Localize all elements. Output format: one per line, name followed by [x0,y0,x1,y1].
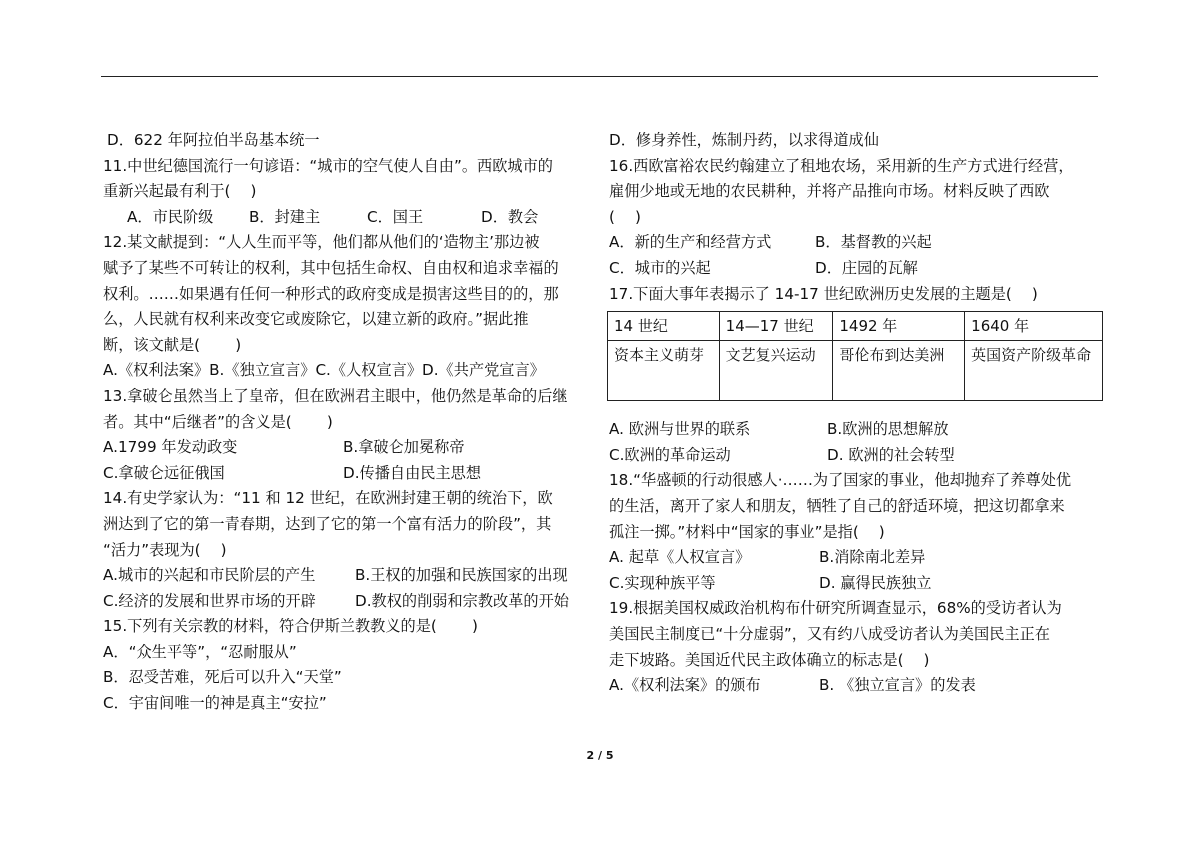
q18-stem-line: 孤注一掷。”材料中“国家的事业”是指( ) [609,522,885,541]
q19-stem-line: 美国民主制度已“十分虚弱”，又有约八成受访者认为美国民主正在 [609,624,1050,643]
q16-options-row [609,230,1105,256]
q15-option-b: B．忍受苦难，死后可以升入“天堂” [103,668,342,687]
q17-option-a: A. 欧洲与世界的联系 [609,420,751,439]
q14-stem-line: 14.有史学家认为：“11 和 12 世纪，在欧洲封建王朝的统治下，欧 [103,489,553,508]
q11-option-d: D．教会 [481,207,539,226]
q12-stem-line: 么，人民就有权利来改变它或废除它，以建立新的政府。”据此推 [103,310,529,329]
q16-stem-line: ( ) [609,207,641,226]
q19-option-a: A.《权利法案》的颁布 [609,676,761,695]
q12-stem-line: 权利。……如果遇有任何一种形式的政府变成是损害这些目的的，那 [103,284,559,303]
q17-options-row [609,417,1105,443]
table-cell: 14 世纪 [608,312,720,341]
q17-stem-line: 17.下面大事年表揭示了 14-17 世纪欧洲历史发展的主题是( ) [609,284,1038,303]
q17-timeline-table [607,311,1103,401]
table-header-row [608,312,1103,341]
q18-option-a: A. 起草《人权宣言》 [609,548,751,567]
q11-stem-line: 11.中世纪德国流行一句谚语：“城市的空气使人自由”。西欧城市的 [103,156,553,175]
right-column [609,128,1105,699]
table-cell: 14—17 世纪 [719,312,833,341]
q12-stem-line: 12.某文献提到：“人人生而平等，他们都从他们的‘造物主’那边被 [103,233,540,252]
table-cell: 英国资产阶级革命 [965,341,1103,401]
q18-option-c: C.实现种族平等 [609,573,716,592]
q13-stem-line: 者。其中“后继者”的含义是( ) [103,412,333,431]
q11-options [103,205,591,231]
q11-option-b: B．封建主 [249,207,321,226]
q16-stem-line: 16.西欧富裕农民约翰建立了租地农场，采用新的生产方式进行经营， [609,156,1074,175]
q19-stem-line: 走下坡路。美国近代民主政体确立的标志是( ) [609,650,930,669]
q12-stem-line: 断，该文献是( ) [103,335,242,354]
q13-option-c: C.拿破仑远征俄国 [103,463,225,482]
q14-option-c: C.经济的发展和世界市场的开辟 [103,591,316,610]
table-cell: 哥伦布到达美洲 [833,341,965,401]
q14-stem-line: 洲达到了它的第一青春期，达到了它的第一个富有活力的阶段”，其 [103,514,552,533]
q14-options-row [103,589,591,615]
q14-option-a: A.城市的兴起和市民阶层的产生 [103,566,316,585]
q14-option-d: D.教权的削弱和宗教改革的开始 [355,591,569,610]
q16-option-a: A．新的生产和经营方式 [609,233,772,252]
q15-option-a: A．“众生平等”，“忍耐服从” [103,642,297,661]
q13-option-a: A.1799 年发动政变 [103,438,238,457]
q11-option-c: C．国王 [367,207,424,226]
q14-option-b: B.王权的加强和民族国家的出现 [355,566,568,585]
table-row [608,341,1103,401]
q17-option-c: C.欧洲的革命运动 [609,445,731,464]
table-cell: 资本主义萌芽 [608,341,720,401]
q12-stem-line: 赋予了某些不可转让的权利，其中包括生命权、自由权和追求幸福的 [103,258,559,277]
table-cell: 1492 年 [833,312,965,341]
left-column [103,128,591,717]
q15-option-c: C．宇宙间唯一的神是真主“安拉” [103,694,327,713]
q15-stem-line: 15.下列有关宗教的材料，符合伊斯兰教教义的是( ) [103,617,478,636]
q13-options-row [103,461,591,487]
q10-option-d: D．622 年阿拉伯半岛基本统一 [107,131,320,149]
table-cell: 文艺复兴运动 [719,341,833,401]
q18-option-d: D. 赢得民族独立 [819,573,932,592]
q13-option-d: D.传播自由民主思想 [343,463,482,482]
q11-stem-line: 重新兴起最有利于( ) [103,182,257,201]
q13-option-b: B.拿破仑加冕称帝 [343,438,465,457]
q18-stem-line: 18.“华盛顿的行动很感人·……为了国家的事业，他却抛弃了养尊处优 [609,471,1072,490]
q18-options-row [609,571,1105,597]
q16-option-b: B．基督教的兴起 [815,233,932,252]
q19-option-b: B. 《独立宣言》的发表 [819,676,976,695]
q13-stem-line: 13.拿破仑虽然当上了皇帝，但在欧洲君主眼中，他仍然是革命的后继 [103,386,568,405]
q17-option-d: D. 欧洲的社会转型 [827,445,955,464]
q18-option-b: B.消除南北差异 [819,548,926,567]
header-rule [101,76,1098,77]
q17-option-b: B.欧洲的思想解放 [827,420,949,439]
q17-options-row [609,443,1105,469]
q16-options-row [609,256,1105,282]
q16-option-c: C．城市的兴起 [609,258,711,277]
q11-option-a: A．市民阶级 [127,207,214,226]
q16-stem-line: 雇佣少地或无地的农民耕种，并将产品推向市场。材料反映了西欧 [609,182,1050,201]
q14-options-row [103,563,591,589]
page-number: 2 / 5 [586,749,614,762]
q15-option-d: D．修身养性，炼制丹药，以求得道成仙 [609,131,879,149]
table-cell: 1640 年 [965,312,1103,341]
q14-stem-line: “活力”表现为( ) [103,540,227,559]
q13-options-row [103,435,591,461]
q12-options: A.《权利法案》B.《独立宣言》C.《人权宣言》D.《共产党宣言》 [103,361,545,380]
q19-options-row [609,673,1105,699]
q18-stem-line: 的生活，离开了家人和朋友，牺牲了自己的舒适环境，把这切都拿来 [609,496,1065,515]
q18-options-row [609,545,1105,571]
q19-stem-line: 19.根据美国权威政治机构布什研究所调查显示，68%的受访者认为 [609,599,1062,618]
q16-option-d: D．庄园的瓦解 [815,258,918,277]
